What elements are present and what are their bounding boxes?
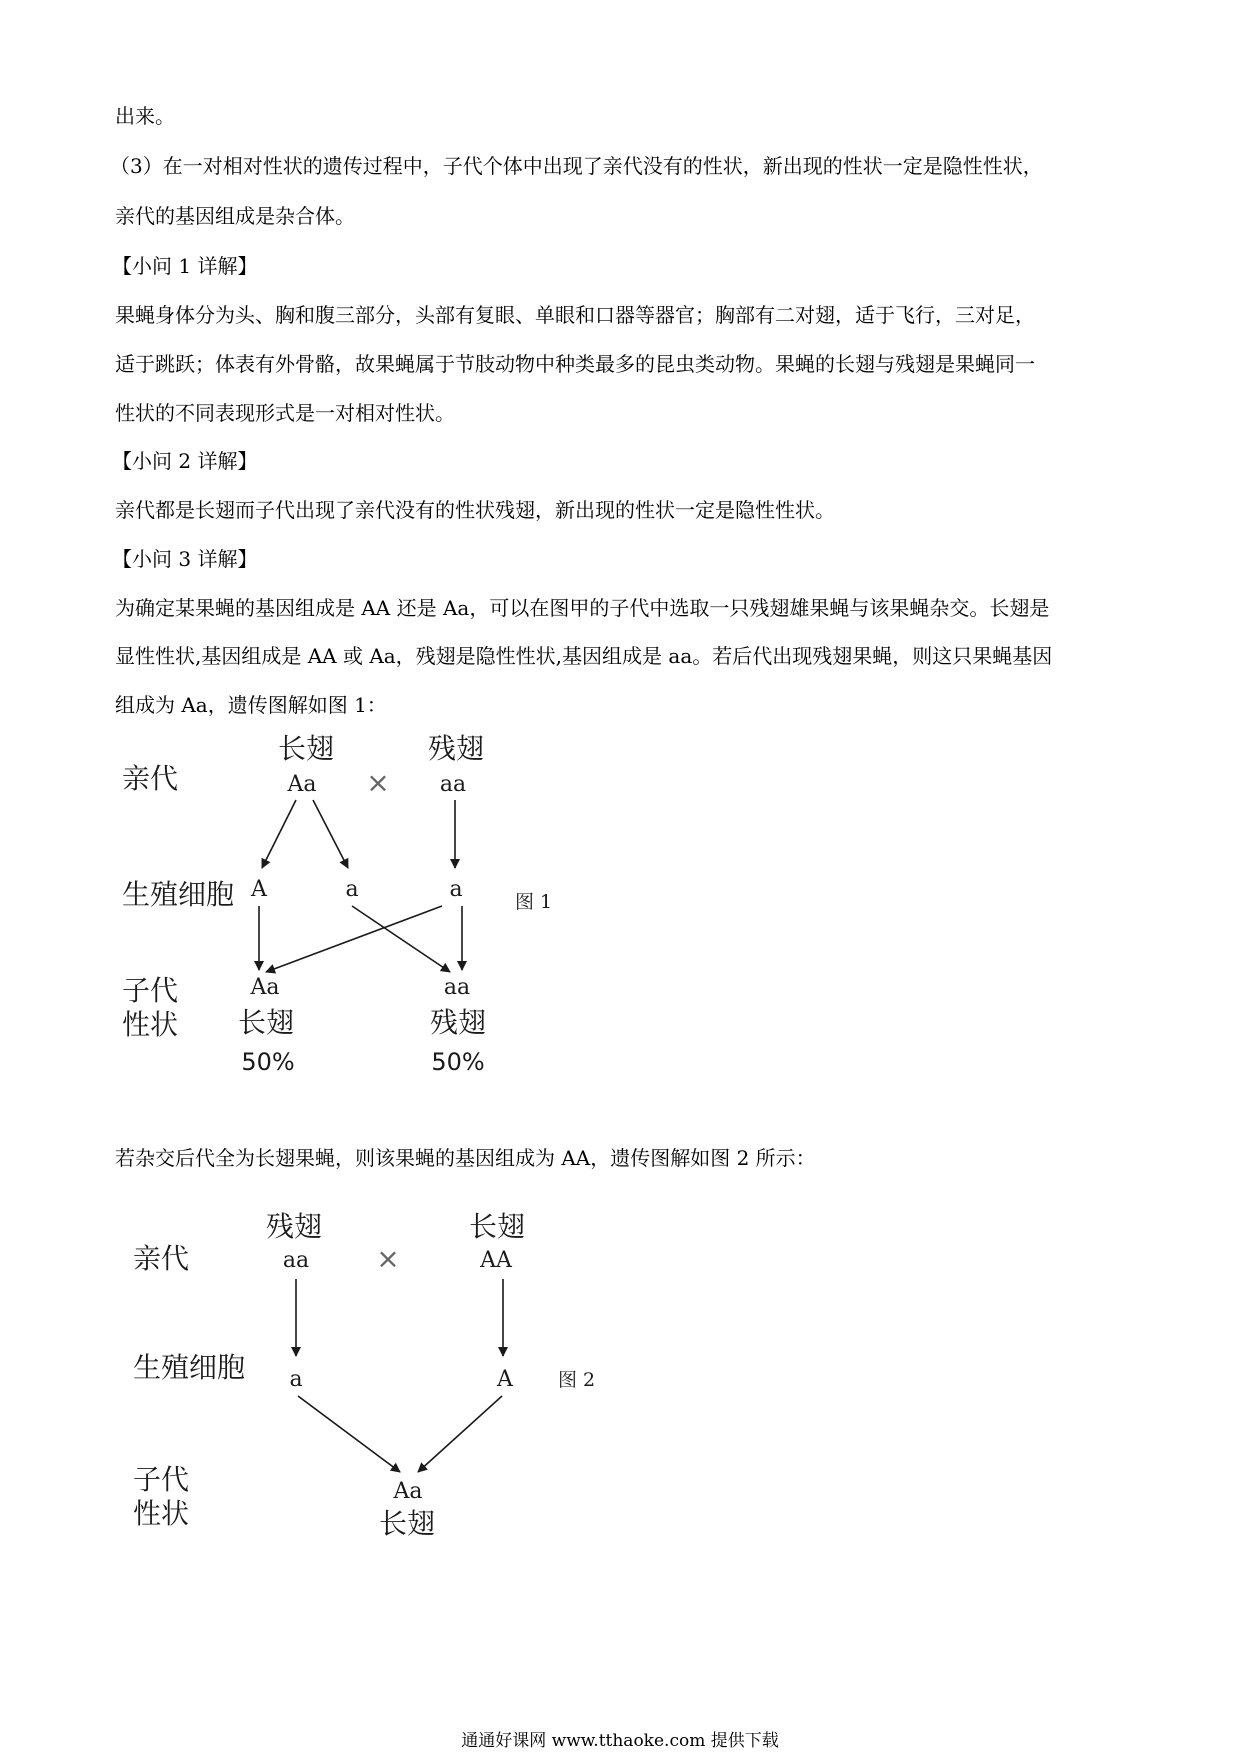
paragraph-line: 亲代的基因组成是杂合体。 <box>115 204 355 228</box>
arrow <box>313 800 348 868</box>
parent1-genotype: aa <box>282 1248 310 1273</box>
paragraph-line: 性状的不同表现形式是一对相对性状。 <box>115 401 455 425</box>
paragraph-line: 若杂交后代全为长翅果蝇，则该果蝇的基因组成为 AA，遗传图解如图 2 所示： <box>115 1146 816 1170</box>
child1-trait: 长翅 <box>237 1006 295 1039</box>
paragraph-line: 适于跳跃；体表有外骨骼，故果蝇属于节肢动物中种类最多的昆虫类动物。果蝇的长翅与残翅是果蝇同一 <box>115 352 1035 376</box>
paragraph-line: 果蝇身体分为头、胸和腹三部分，头部有复眼、单眼和口器等器官；胸部有二对翅，适于飞行，三对足， <box>115 303 1035 327</box>
arrow <box>266 906 442 972</box>
arrow <box>418 1396 502 1472</box>
section-heading: 【小问 3 详解】 <box>112 547 258 571</box>
genetic-diagram-figure-2 <box>0 1200 640 1570</box>
child1-ratio: 50% <box>241 1048 295 1076</box>
paragraph-line: 亲代都是长翅而子代出现了亲代没有的性状残翅，新出现的性状一定是隐性性状。 <box>115 498 835 522</box>
section-heading: 【小问 2 详解】 <box>112 449 258 473</box>
child2-genotype: aa <box>443 975 471 1000</box>
arrow <box>352 906 450 972</box>
arrow <box>262 800 296 868</box>
row-label-offspring: 子代 <box>122 974 179 1007</box>
paragraph-line: 显性性状,基因组成是 AA 或 Aa，残翅是隐性性状,基因组成是 aa。若后代出现残翅果蝇，则这只果蝇基因 <box>115 644 1053 668</box>
parent1-trait: 长翅 <box>277 732 335 765</box>
paragraph-line: （3）在一对相对性状的遗传过程中，子代个体中出现了亲代没有的性状，新出现的性状一定是隐性性状， <box>110 154 1043 178</box>
figure-caption: 图 2 <box>558 1369 596 1391</box>
page-footer: 通通好课网 www.tthaoke.com 提供下载 <box>461 1731 779 1751</box>
gamete-a: a <box>449 877 463 902</box>
gamete-a: a <box>345 877 359 902</box>
parent2-genotype: aa <box>439 772 467 797</box>
arrow <box>298 1396 400 1472</box>
row-label-offspring: 子代 <box>133 1463 190 1496</box>
paragraph-line: 为确定某果蝇的基因组成是 AA 还是 Aa，可以在图甲的子代中选取一只残翅雄果蝇与该果蝇杂交。长翅是 <box>115 596 1050 620</box>
parent2-trait: 长翅 <box>468 1210 526 1243</box>
gamete-A: A <box>251 877 267 902</box>
figure-caption: 图 1 <box>515 891 553 913</box>
row-label-trait: 性状 <box>133 1497 190 1530</box>
child-trait: 长翅 <box>378 1507 436 1540</box>
row-label-trait: 性状 <box>122 1008 179 1041</box>
child1-genotype: Aa <box>250 975 280 1000</box>
parent1-trait: 残翅 <box>265 1210 323 1243</box>
cross-symbol: × <box>376 1242 400 1275</box>
parent2-genotype: AA <box>480 1248 512 1273</box>
cross-symbol: × <box>366 766 390 799</box>
gamete-A: A <box>497 1367 513 1392</box>
row-label-parent: 亲代 <box>122 762 179 795</box>
parent1-genotype: Aa <box>287 772 317 797</box>
genetic-diagram-figure-1 <box>0 730 620 1090</box>
child2-trait: 残翅 <box>429 1006 487 1039</box>
row-label-gamete: 生殖细胞 <box>133 1351 246 1384</box>
gamete-a: a <box>289 1367 303 1392</box>
parent2-trait: 残翅 <box>427 732 485 765</box>
section-heading: 【小问 1 详解】 <box>112 254 258 278</box>
paragraph-line: 组成为 Aa，遗传图解如图 1： <box>115 693 387 717</box>
row-label-gamete: 生殖细胞 <box>122 878 235 911</box>
row-label-parent: 亲代 <box>133 1242 190 1275</box>
child2-ratio: 50% <box>431 1048 485 1076</box>
paragraph-line: 出来。 <box>115 104 175 128</box>
child-genotype: Aa <box>393 1479 423 1504</box>
